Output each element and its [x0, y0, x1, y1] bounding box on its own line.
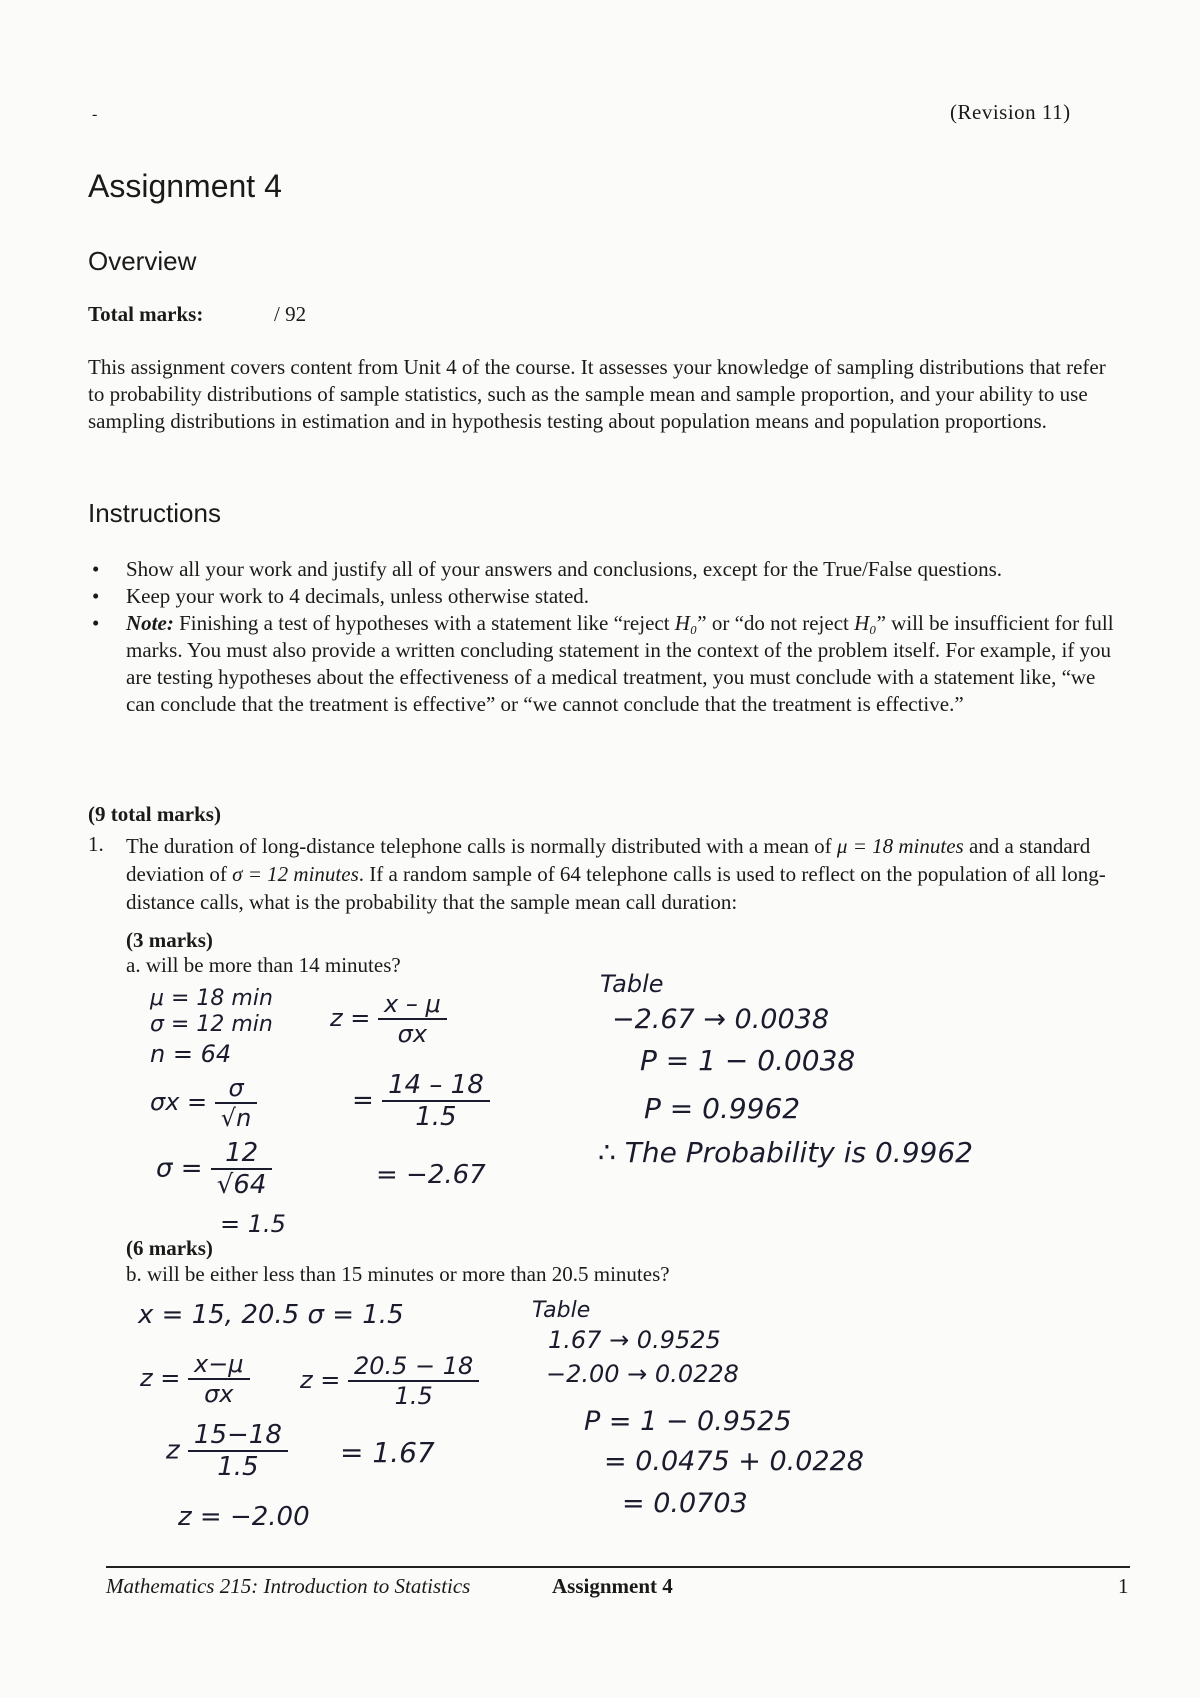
- bullet-text: Keep your work to 4 decimals, unless otherwise stated.: [126, 584, 590, 608]
- intro-paragraph: This assignment covers content from Unit 4 of the course. It assesses your knowledge of sampling distributions that refer to probability distributions of sample statistics, such as the sample mean and sample proportion, and your ability to use sampling distributions in estimation and in hypothesis testing about population means and population proportions.: [88, 355, 1106, 433]
- hw-table-a-row: −2.67 → 0.0038: [612, 1004, 830, 1035]
- bullet-text: ” will be insufficient for full marks. You must also provide a written concluding statement in the context of the problem itself. For example, if you are testing hypotheses about the effectiveness of a medical treatment, you must conclude with a statement like, “we can conclude that the treatment is effective” or “we cannot conclude that the treatment is effective.”: [126, 611, 1114, 716]
- page-number: 1: [1118, 1574, 1129, 1598]
- hw-fraction-num: 15−18: [188, 1420, 288, 1452]
- hw-fraction-num: 14 – 18: [382, 1070, 490, 1102]
- list-item: [88, 556, 1128, 583]
- hw-b-x: x = 15, 20.5 σ = 1.5: [138, 1300, 404, 1330]
- hw-sigma: σ = 12 min: [150, 1012, 273, 1037]
- hw-s-result: = 1.5: [220, 1210, 286, 1238]
- q1-text-part: The duration of long-distance telephone calls is normally distributed with a mean of: [126, 834, 837, 858]
- instructions-list: [88, 556, 1128, 718]
- bullet-text: Show all your work and justify all of your answers and conclusions, except for the True/False questions.: [126, 557, 1003, 581]
- footer-course: Mathematics 215: Introduction to Statistics: [106, 1574, 471, 1598]
- hw-fraction-den: 1.5: [394, 1382, 433, 1410]
- hw-b-z3-fraction: [188, 1420, 288, 1482]
- hw-z2-lhs: =: [352, 1085, 374, 1116]
- hw-b-z2-lhs: z =: [300, 1366, 341, 1394]
- q1-marks: (9 total marks): [88, 802, 221, 826]
- total-marks-value: / 92: [274, 302, 307, 326]
- hw-b-p3: = 0.0703: [622, 1488, 748, 1519]
- h0-symbol: H₀: [674, 611, 698, 635]
- hw-table-a: Table: [600, 970, 664, 998]
- hw-fraction-den: 1.5: [415, 1102, 457, 1132]
- hw-b-z: [140, 1350, 250, 1408]
- hw-s-lhs: σ =: [156, 1153, 203, 1184]
- footer-assignment: Assignment 4: [552, 1574, 673, 1598]
- h0-symbol: H₀: [854, 611, 877, 635]
- hw-mu: μ = 18 min: [150, 986, 273, 1011]
- hw-z: [330, 990, 447, 1048]
- hw-b-p1: P = 1 − 0.9525: [584, 1406, 792, 1437]
- instructions-heading: Instructions: [88, 498, 221, 528]
- bullet-text: ” or “do not reject: [697, 611, 855, 635]
- overview-heading: Overview: [88, 246, 197, 276]
- hw-z2: [352, 1070, 490, 1132]
- hw-conclusion-a: ∴ The Probability is 0.9962: [598, 1136, 973, 1169]
- sigma-value: σ = 12 minutes: [232, 862, 359, 886]
- q1-text-part: . If a random sample of 64 telephone calls is used to reflect on the population of all long-distance calls, what is the probability that the sample mean call duration:: [126, 862, 1106, 914]
- hw-z-fraction: [378, 990, 447, 1048]
- hw-z-lhs: z =: [330, 1004, 371, 1032]
- hw-b-p2: = 0.0475 + 0.0228: [604, 1446, 864, 1477]
- hw-z2-fraction: [382, 1070, 490, 1132]
- hw-fraction-num: σ: [215, 1074, 258, 1104]
- list-item: [88, 583, 1128, 610]
- hw-sx-fraction: [215, 1074, 258, 1132]
- revision-label: (Revision 11): [950, 100, 1071, 124]
- hw-table-b-row1: 1.67 → 0.9525: [548, 1326, 721, 1354]
- hw-fraction-num: x−μ: [188, 1350, 250, 1380]
- total-marks: [88, 302, 306, 327]
- hw-fraction-num: x – μ: [378, 990, 447, 1020]
- hw-b-z-fraction: [188, 1350, 250, 1408]
- hw-b-z2: [300, 1352, 479, 1410]
- hw-sx: [150, 1074, 257, 1132]
- q1a-text: a. will be more than 14 minutes?: [126, 953, 401, 977]
- mu-value: μ = 18 minutes: [836, 834, 964, 858]
- hw-b-z-lhs: z =: [140, 1364, 181, 1392]
- hw-b-z3-lhs: z: [166, 1435, 180, 1466]
- hw-table-b: Table: [532, 1298, 591, 1323]
- hw-table-b-row2: −2.00 → 0.0228: [546, 1360, 739, 1388]
- header-mark: -: [92, 106, 98, 123]
- q1-text-part: and a standard deviation of: [126, 834, 1091, 886]
- list-item: [88, 610, 1128, 718]
- page-title: Assignment 4: [88, 168, 282, 204]
- hw-sx-lhs: σx =: [150, 1088, 208, 1116]
- footer-divider: [106, 1566, 1130, 1568]
- hw-fraction-num: 12: [211, 1138, 273, 1170]
- hw-b-z3: [166, 1420, 288, 1482]
- hw-b-z5: z = −2.00: [178, 1502, 310, 1532]
- hw-p2: P = 0.9962: [644, 1092, 801, 1125]
- q1-text: [126, 832, 1116, 916]
- note-label: Note:: [126, 611, 174, 635]
- q1b-text: b. will be either less than 15 minutes or more than 20.5 minutes?: [126, 1262, 670, 1286]
- total-marks-label: Total marks:: [88, 302, 204, 326]
- q1b-marks: (6 marks): [126, 1236, 213, 1260]
- hw-fraction-den: √n: [220, 1104, 252, 1132]
- hw-b-z2-fraction: [348, 1352, 479, 1410]
- hw-b-z4: = 1.67: [340, 1436, 435, 1469]
- hw-s: [156, 1138, 272, 1200]
- q1a-marks: (3 marks): [126, 928, 213, 952]
- hw-z3: = −2.67: [376, 1160, 486, 1190]
- hw-fraction-num: 20.5 − 18: [348, 1352, 479, 1382]
- hw-fraction-den: 1.5: [217, 1452, 259, 1482]
- hw-fraction-den: σx: [204, 1380, 234, 1408]
- hw-n: n = 64: [150, 1040, 232, 1068]
- q1-number: 1.: [88, 832, 104, 856]
- hw-fraction-den: √64: [216, 1170, 267, 1200]
- hw-fraction-den: σx: [397, 1020, 428, 1048]
- hw-s-fraction: [211, 1138, 273, 1200]
- bullet-text: Finishing a test of hypotheses with a statement like “reject: [173, 611, 675, 635]
- hw-p1: P = 1 − 0.0038: [640, 1044, 856, 1077]
